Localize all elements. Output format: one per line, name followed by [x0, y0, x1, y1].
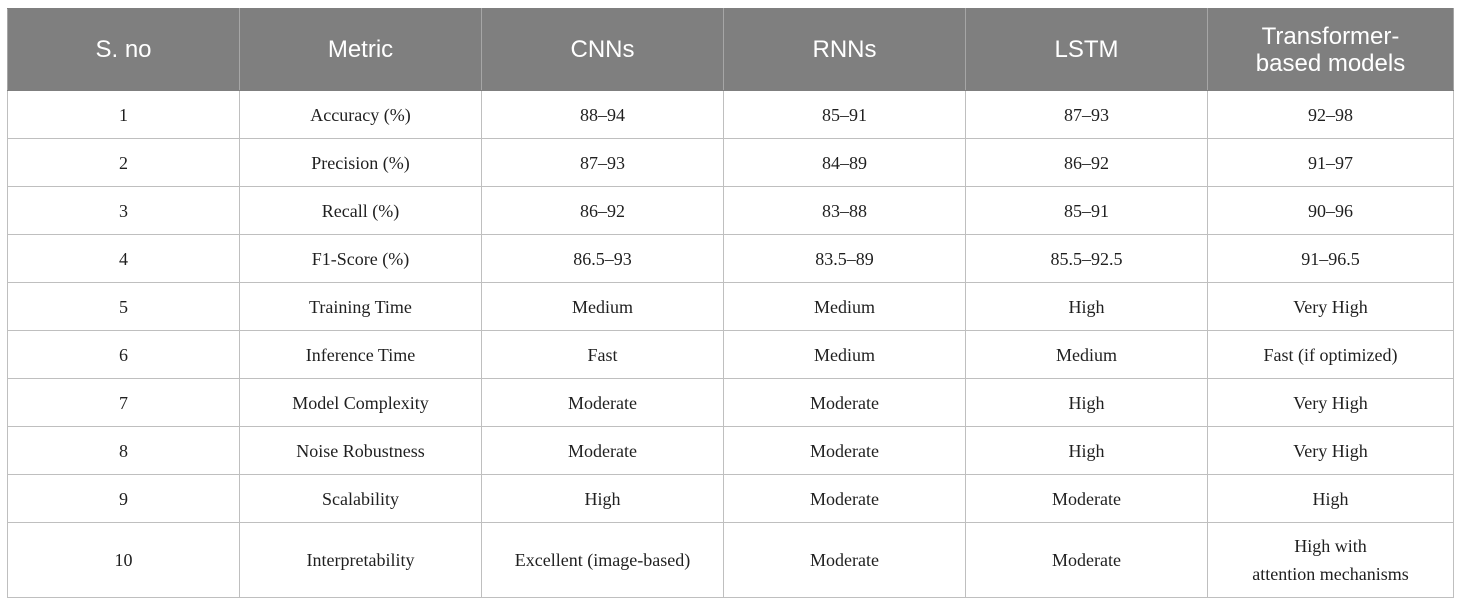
header-sno: S. no: [8, 9, 240, 91]
cell-rnns: 83.5–89: [724, 235, 966, 283]
cell-lstm: 87–93: [966, 91, 1208, 139]
table-row: [8, 283, 1454, 331]
table-body: [8, 91, 1454, 598]
header-transformer: Transformer- based models: [1208, 9, 1454, 91]
cell-transformer: Very High: [1208, 283, 1454, 331]
cell-transformer: 91–96.5: [1208, 235, 1454, 283]
cell-sno: 4: [8, 235, 240, 283]
cell-sno: 6: [8, 331, 240, 379]
cell-cnns: 86–92: [482, 187, 724, 235]
cell-transformer: 90–96: [1208, 187, 1454, 235]
table-row: [8, 331, 1454, 379]
cell-metric: Scalability: [240, 475, 482, 523]
cell-lstm: Moderate: [966, 523, 1208, 598]
cell-transformer: 92–98: [1208, 91, 1454, 139]
cell-cnns: Medium: [482, 283, 724, 331]
cell-sno: 5: [8, 283, 240, 331]
cell-cnns: Moderate: [482, 427, 724, 475]
cell-sno: 2: [8, 139, 240, 187]
cell-cnns: Excellent (image-based): [482, 523, 724, 598]
table-row: [8, 91, 1454, 139]
cell-lstm: 85–91: [966, 187, 1208, 235]
cell-sno: 3: [8, 187, 240, 235]
cell-cnns: 88–94: [482, 91, 724, 139]
header-lstm: LSTM: [966, 9, 1208, 91]
cell-transformer: High with attention mechanisms: [1208, 523, 1454, 598]
cell-lstm: 85.5–92.5: [966, 235, 1208, 283]
cell-cnns: Moderate: [482, 379, 724, 427]
cell-metric: Inference Time: [240, 331, 482, 379]
cell-sno: 7: [8, 379, 240, 427]
cell-metric: Precision (%): [240, 139, 482, 187]
header-metric: Metric: [240, 9, 482, 91]
table-header: [8, 9, 1454, 91]
cell-transformer: Very High: [1208, 427, 1454, 475]
table-row: [8, 139, 1454, 187]
cell-sno: 1: [8, 91, 240, 139]
table-row: [8, 523, 1454, 598]
cell-rnns: Medium: [724, 283, 966, 331]
cell-metric: Training Time: [240, 283, 482, 331]
cell-rnns: Moderate: [724, 475, 966, 523]
cell-transformer: 91–97: [1208, 139, 1454, 187]
cell-metric: Model Complexity: [240, 379, 482, 427]
cell-rnns: Medium: [724, 331, 966, 379]
header-rnns: RNNs: [724, 9, 966, 91]
cell-metric: Noise Robustness: [240, 427, 482, 475]
cell-lstm: High: [966, 283, 1208, 331]
cell-rnns: Moderate: [724, 379, 966, 427]
cell-metric: Accuracy (%): [240, 91, 482, 139]
cell-rnns: 83–88: [724, 187, 966, 235]
cell-cnns: Fast: [482, 331, 724, 379]
cell-rnns: 84–89: [724, 139, 966, 187]
table-row: [8, 187, 1454, 235]
comparison-table: [7, 8, 1454, 598]
cell-rnns: Moderate: [724, 427, 966, 475]
table-row: [8, 235, 1454, 283]
cell-rnns: 85–91: [724, 91, 966, 139]
cell-cnns: 87–93: [482, 139, 724, 187]
header-cnns: CNNs: [482, 9, 724, 91]
cell-lstm: High: [966, 379, 1208, 427]
cell-rnns: Moderate: [724, 523, 966, 598]
header-row: [8, 9, 1454, 91]
table-row: [8, 379, 1454, 427]
cell-sno: 8: [8, 427, 240, 475]
table-row: [8, 427, 1454, 475]
cell-lstm: Medium: [966, 331, 1208, 379]
cell-cnns: High: [482, 475, 724, 523]
cell-transformer: Fast (if optimized): [1208, 331, 1454, 379]
cell-cnns: 86.5–93: [482, 235, 724, 283]
cell-metric: Interpretability: [240, 523, 482, 598]
cell-transformer: Very High: [1208, 379, 1454, 427]
cell-sno: 10: [8, 523, 240, 598]
cell-metric: Recall (%): [240, 187, 482, 235]
cell-lstm: 86–92: [966, 139, 1208, 187]
cell-transformer: High: [1208, 475, 1454, 523]
cell-lstm: Moderate: [966, 475, 1208, 523]
cell-metric: F1-Score (%): [240, 235, 482, 283]
table-row: [8, 475, 1454, 523]
cell-lstm: High: [966, 427, 1208, 475]
cell-sno: 9: [8, 475, 240, 523]
